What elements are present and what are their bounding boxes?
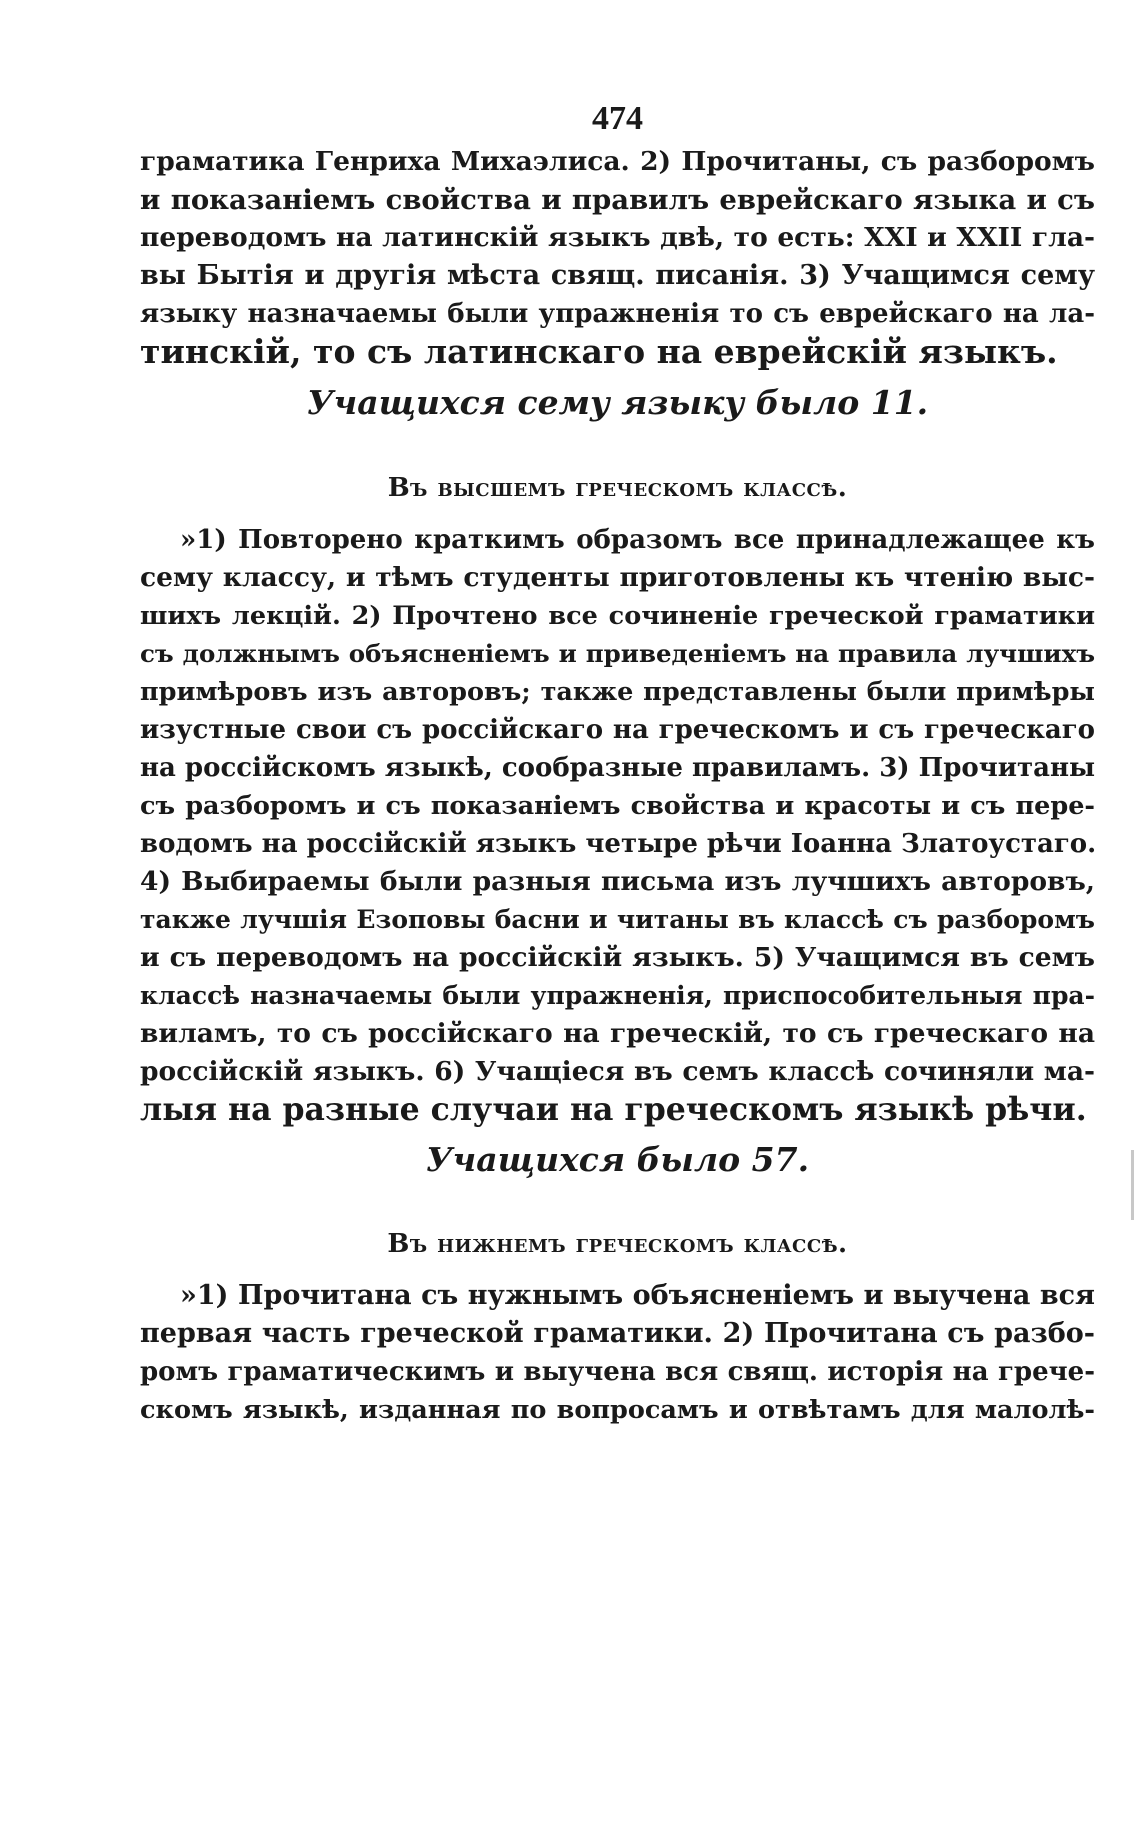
text-line: »1) Прочитана съ нужнымъ объясненіемъ и выучена вся bbox=[180, 1280, 1095, 1311]
scan-edge-mark bbox=[1131, 1150, 1134, 1220]
text-line: ромъ граматическимъ и выучена вся свящ. исторія на грече- bbox=[140, 1357, 1095, 1387]
text-line: тинскій, то съ латинскаго на еврейскій языкъ. bbox=[140, 332, 1058, 371]
text-line: языку назначаемы были упражненія то съ еврейскаго на ла- bbox=[140, 299, 1095, 329]
text-line: лыя на разные случаи на греческомъ языкѣ рѣчи. bbox=[140, 1091, 1087, 1128]
text-line: граматика Генриха Михаэлиса. 2) Прочитаны, съ разборомъ bbox=[140, 146, 1095, 177]
text-line: классѣ назначаемы были упражненія, приспособительныя пра- bbox=[140, 981, 1095, 1010]
text-line: съ разборомъ и съ показаніемъ свойства и красоты и съ пере- bbox=[140, 791, 1095, 821]
text-line: сему классу, и тѣмъ студенты приготовлены къ чтенію выс- bbox=[140, 562, 1095, 593]
text-line: »1) Повторено краткимъ образомъ все принадлежащее къ bbox=[180, 525, 1095, 555]
text-line: виламъ, то съ россійскаго на греческій, то съ греческаго на bbox=[140, 1018, 1095, 1049]
text-line: россійскій языкъ. 6) Учащіеся въ семъ классѣ сочиняли ма- bbox=[140, 1056, 1095, 1087]
section-heading: Въ высшемъ греческомъ классѣ. bbox=[387, 473, 848, 503]
text-line: и показаніемъ свойства и правилъ еврейскаго языка и съ bbox=[140, 184, 1095, 216]
student-count: Учащихся было 57. bbox=[425, 1140, 810, 1179]
text-line: также лучшія Езоповы басни и читаны въ классѣ съ разборомъ bbox=[140, 905, 1095, 934]
text-line: шихъ лекцій. 2) Прочтено все сочиненіе греческой граматики bbox=[140, 601, 1095, 631]
text-line: вы Бытія и другія мѣста свящ. писанія. 3) Учащимся сему bbox=[140, 260, 1095, 291]
text-line: первая часть греческой граматики. 2) Прочитана съ разбо- bbox=[140, 1318, 1095, 1349]
text-line: водомъ на россійскій языкъ четыре рѣчи Іоанна Златоустаго. bbox=[140, 829, 1097, 859]
text-line: 4) Выбираемы были разныя письма изъ лучшихъ авторовъ, bbox=[140, 866, 1095, 897]
text-line: скомъ языкѣ, изданная по вопросамъ и отвѣтамъ для малолѣ- bbox=[140, 1395, 1095, 1425]
page-number: 474 bbox=[592, 100, 643, 137]
text-line: на россійскомъ языкѣ, сообразные правиламъ. 3) Прочитаны bbox=[140, 753, 1096, 783]
student-count: Учащихся сему языку было 11. bbox=[306, 383, 929, 422]
text-line: переводомъ на латинскій языкъ двѣ, то есть: XXI и XXII гла- bbox=[140, 222, 1095, 253]
text-line: и съ переводомъ на россійскій языкъ. 5) Учащимся въ семъ bbox=[140, 942, 1095, 973]
text-line: съ должнымъ объясненіемъ и приведеніемъ на правила лучшихъ bbox=[140, 639, 1095, 668]
text-line: изустные свои съ россійскаго на греческомъ и съ греческаго bbox=[140, 715, 1095, 745]
section-heading: Въ нижнемъ греческомъ классѣ. bbox=[387, 1229, 848, 1259]
text-line: примѣровъ изъ авторовъ; также представлены были примѣры bbox=[140, 677, 1095, 707]
